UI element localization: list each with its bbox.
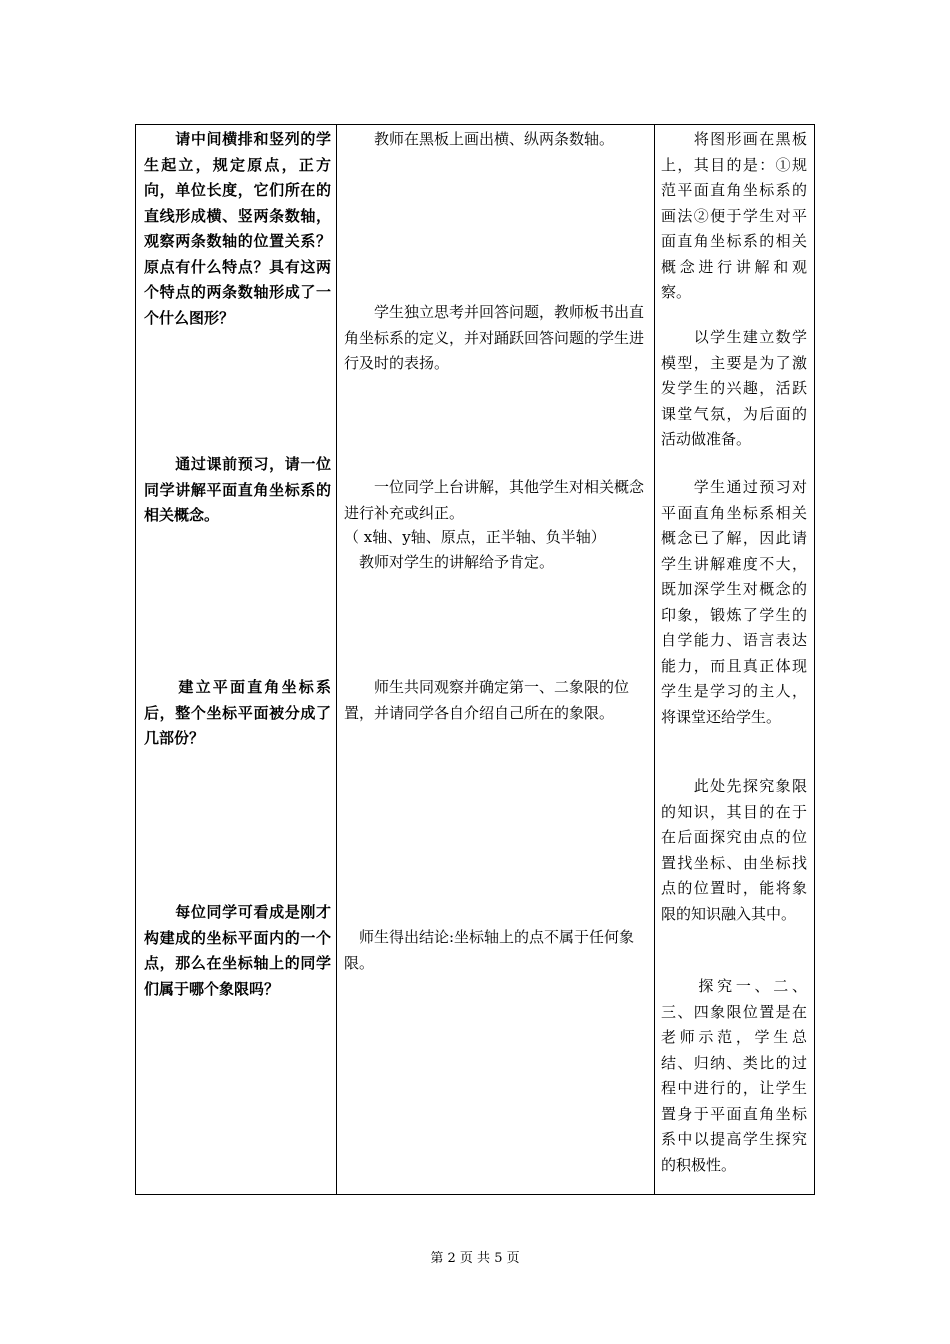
teacher-student-activity: 教师在黑板上画出横、纵两条数轴。 bbox=[344, 130, 615, 148]
design-intent: 以学生建立数学模型，主要是为了激发学生的兴趣，活跃课堂气氛，为后面的活动做准备。 bbox=[661, 328, 807, 448]
column-divider bbox=[654, 125, 655, 1194]
teacher-student-activity: 师生共同观察并确定第一、二象限的位置，并请同学各自介绍自己所在的象限。 bbox=[344, 678, 630, 722]
design-intent: 学生通过预习对平面直角坐标系相关概念已了解，因此请学生讲解难度不大，既加深学生对概念的印象，锻炼了学生的自学能力、语言表达能力，而且真正体现学生是学习的主人，将课堂还给学生。 bbox=[661, 478, 807, 726]
teacher-student-activity: 学生独立思考并回答问题，教师板书出直角坐标系的定义，并对踊跃回答问题的学生进行及时的表扬。 bbox=[344, 303, 645, 372]
teaching-activity: 请中间横排和竖列的学生起立，规定原点，正方向，单位长度，它们所在的直线形成横、竖两条数轴，观察两条数轴的位置关系？原点有什么特点？具有这两个特点的两条数轴形成了一个什么图形？ bbox=[144, 130, 331, 327]
teacher-student-activity: 师生得出结论:坐标轴上的点不属于任何象限。 bbox=[344, 928, 635, 972]
teacher-student-activity: 一位同学上台讲解，其他学生对相关概念进行补充或纠正。 bbox=[344, 478, 645, 522]
teaching-activity: 建立平面直角坐标系后，整个坐标平面被分成了几部份？ bbox=[144, 678, 331, 747]
column-divider bbox=[336, 125, 337, 1194]
page-footer: 第 2 页 共 5 页 bbox=[430, 1251, 520, 1266]
design-intent: 探究一、二、三、四象限位置是在老师示范，学生总结、归纳、类比的过程中进行的，让学生置身于平面直角坐标系中以提高学生探究的积极性。 bbox=[661, 977, 807, 1174]
lesson-table bbox=[135, 124, 815, 1195]
design-intent: 将图形画在黑板上，其目的是：①规范平面直角坐标系的画法②便于学生对平面直角坐标系的相关概念进行讲解和观察。 bbox=[661, 130, 807, 301]
design-intent: 此处先探究象限的知识，其目的在于在后面探究由点的位置找坐标、由坐标找点的位置时，能将象限的知识融入其中。 bbox=[661, 777, 807, 923]
teacher-student-activity: 教师对学生的讲解给予肯定。 bbox=[344, 553, 555, 571]
teaching-activity: 每位同学可看成是刚才构建成的坐标平面内的一个点，那么在坐标轴上的同学们属于哪个象限吗？ bbox=[144, 903, 331, 998]
teacher-student-activity: （ x轴、y轴、原点，正半轴、负半轴） bbox=[344, 528, 606, 546]
teaching-activity: 通过课前预习，请一位同学讲解平面直角坐标系的相关概念。 bbox=[144, 455, 331, 524]
